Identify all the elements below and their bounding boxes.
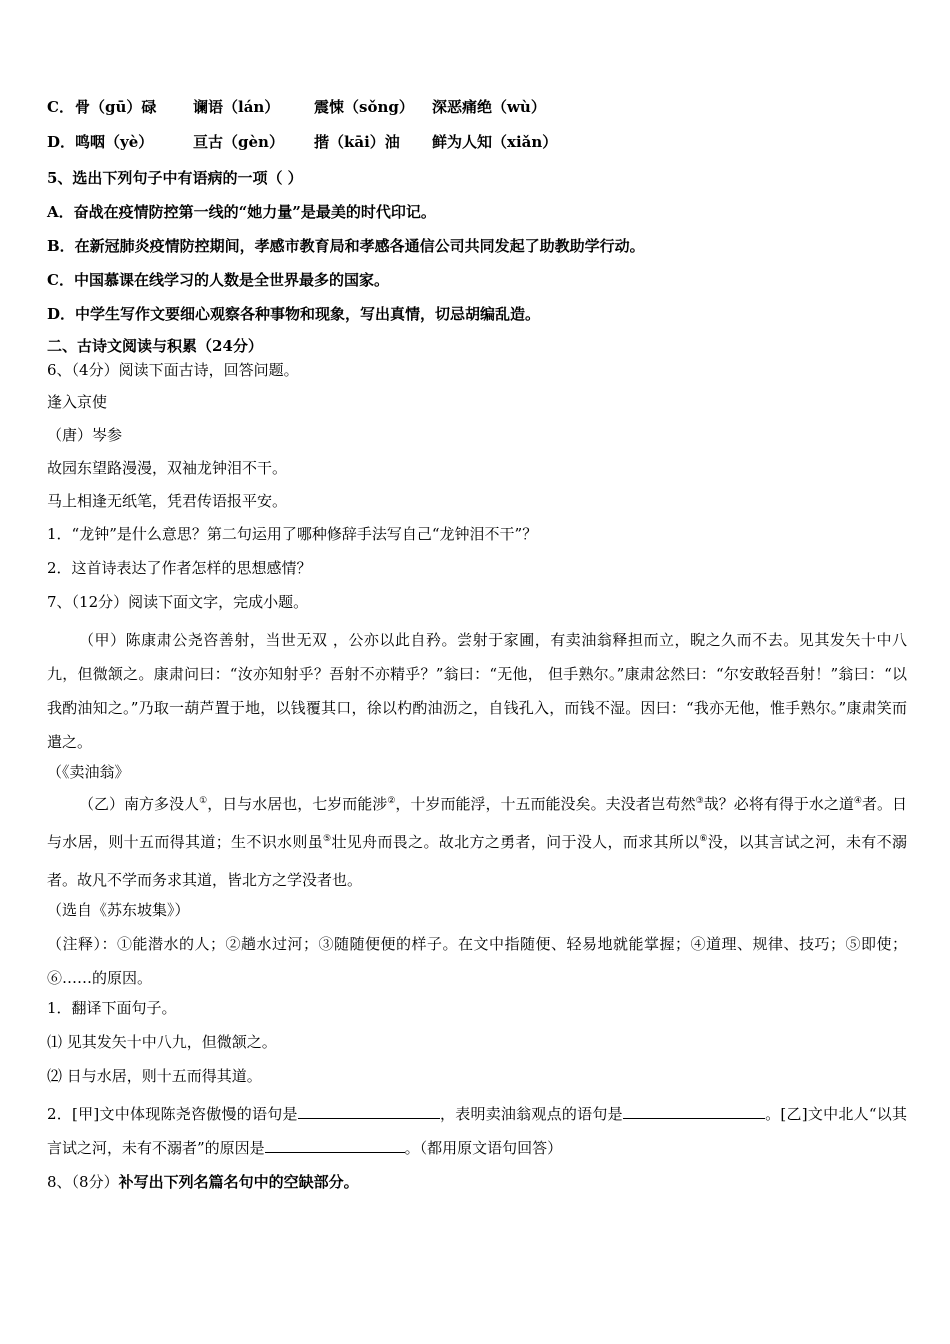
question-8-stem: [47, 1171, 907, 1193]
option-item: 震悚（sǒng）: [314, 98, 414, 116]
poem-title: 逢入京使: [47, 393, 108, 411]
annotation: （注释）：①能潜水的人；②趟水过河；③随随便便的样子。在文中指随便、轻易地就能掌握；④道理、规律、技巧；⑤即使；⑥……的原因。: [47, 935, 907, 987]
question-5-option-b: B．在新冠肺炎疫情防控期间，孝感市教育局和孝感各通信公司共同发起了助教助学行动。: [47, 237, 645, 255]
question-text: 补写出下列名篇名句中的空缺部分。: [118, 1173, 359, 1191]
question-7-sub-1: 1．翻译下面句子。: [47, 999, 177, 1017]
passage-text: 壮见舟而畏之。故北方之勇者，问于没人，而求其所以: [331, 833, 700, 851]
translate-sentence: ⑴ 见其发矢十中八九，但微颔之。: [47, 1033, 277, 1051]
passage-text: （乙）南方多没人: [79, 795, 200, 813]
question-text: ，表明卖油翁观点的语句是: [439, 1105, 623, 1123]
question-6-sub-2: 2．这首诗表达了作者怎样的思想感情？: [47, 559, 312, 577]
answer-blank[interactable]: [265, 1137, 405, 1153]
passage-text: ，日与水居也，七岁而能涉: [207, 795, 388, 813]
question-6-stem: 6、（4分）阅读下面古诗，回答问题。: [47, 361, 299, 379]
question-text: 。[乙]文中北人“以其言试之河，未有不溺者”的原因是: [47, 1105, 908, 1157]
passage-yi: [47, 785, 907, 899]
passage-jia: （甲）陈康肃公尧咨善射，当世无双 ，公亦以此自矜。尝射于家圃，有卖油翁释担而立，睨之久而不去。见其发矢十中八九，但微颔之。康肃问曰：“汝亦知射乎？吾射不亦精乎？”翁曰：“无他， 但手熟尔。”康肃忿然曰：“尔安敢轻吾射！”翁曰：“以我酌油知之。”乃取一葫芦置于地，以钱覆其口，徐以杓酌油沥之，自钱孔入，而钱不湿。因曰：“我亦无他，惟手熟尔。”康肃笑而遣之。: [47, 631, 907, 751]
option-item: 骨（gū）碌: [75, 98, 157, 116]
footnote-marker: ③: [695, 796, 704, 806]
passage-yi-source: （选自《苏东坡集》）: [47, 901, 190, 919]
question-6-sub-1: 1．“龙钟”是什么意思？第二句运用了哪种修辞手法写自己“龙钟泪不干”？: [47, 525, 538, 543]
passage-text: 哉？必将有得于水之道: [703, 795, 854, 813]
passage-text: ，十岁而能浮，十五而能没矣。夫没者岂苟然: [395, 795, 696, 813]
document-page: [47, 96, 907, 1193]
poem-line: 故园东望路漫漫，双袖龙钟泪不干。: [47, 459, 288, 477]
poem-line: 马上相逢无纸笔，凭君传语报平安。: [47, 492, 288, 510]
question-5-option-a: A．奋战在疫情防控第一线的“她力量”是最美的时代印记。: [47, 203, 436, 221]
passage-text: 者。日与水居，则十五而得其道；生不识水则虽: [47, 795, 907, 851]
footnote-marker: ①: [199, 796, 208, 806]
option-letter: D．: [47, 133, 76, 151]
answer-blank[interactable]: [298, 1103, 440, 1119]
option-letter: C．: [47, 98, 74, 116]
question-7-sub-2: [47, 1097, 907, 1165]
question-5-option-d: D．中学生写作文要细心观察各种事物和现象，写出真情，切忌胡编乱造。: [47, 305, 541, 323]
option-item: 谰语（lán）: [193, 98, 280, 116]
option-item: 亘古（gèn）: [193, 133, 284, 151]
passage-jia-source: （《卖油翁》: [47, 763, 130, 781]
footnote-marker: ②: [387, 796, 396, 806]
option-d-row: [47, 131, 907, 153]
question-7-stem: 7、（12分）阅读下面文字，完成小题。: [47, 593, 309, 611]
answer-blank[interactable]: [623, 1103, 765, 1119]
section-heading: 二、古诗文阅读与积累（24分）: [47, 337, 263, 355]
translate-sentence: ⑵ 日与水居，则十五而得其道。: [47, 1067, 262, 1085]
footnote-marker: ⑤: [323, 834, 332, 844]
question-number: 8、（8分）: [47, 1173, 119, 1191]
question-text: 。（都用原文语句回答）: [404, 1139, 563, 1157]
footnote-marker: ⑥: [699, 834, 708, 844]
footnote-marker: ④: [853, 796, 862, 806]
option-item: 深恶痛绝（wù）: [432, 98, 546, 116]
passage-text: 没，以其言试之河，未有不溺者。故凡不学而务求其道，皆北方之学没者也。: [47, 833, 907, 889]
option-c-row: [47, 96, 907, 118]
question-5-option-c: C．中国慕课在线学习的人数是全世界最多的国家。: [47, 271, 389, 289]
question-5-stem: 5、选出下列句子中有语病的一项（ ）: [47, 169, 303, 187]
option-item: 鲜为人知（xiǎn）: [432, 133, 558, 151]
option-item: 鸣咽（yè）: [75, 133, 154, 151]
option-item: 揩（kāi）油: [314, 133, 400, 151]
poem-author: （唐）岑参: [47, 426, 123, 444]
question-text: 2．[甲]文中体现陈尧咨傲慢的语句是: [47, 1105, 298, 1123]
